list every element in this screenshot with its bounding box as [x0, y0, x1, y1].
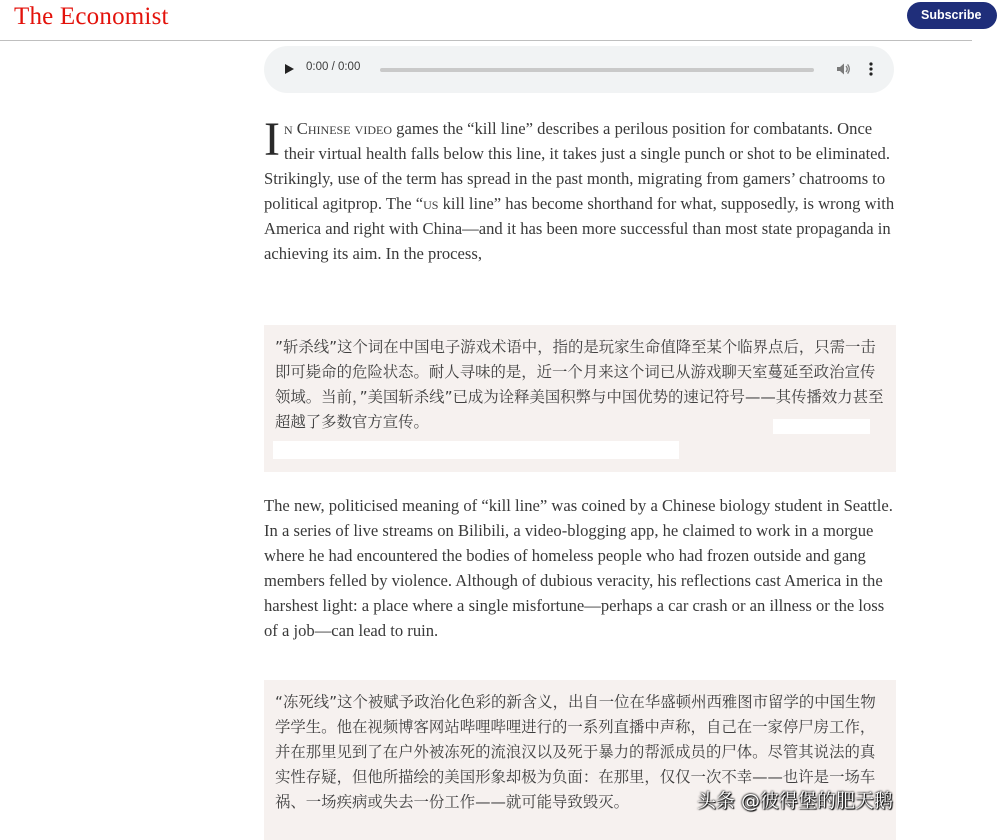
play-icon[interactable] — [282, 62, 296, 76]
volume-icon[interactable] — [835, 61, 851, 77]
chinese-translation-1 — [264, 325, 896, 472]
audio-progress-bar[interactable] — [380, 68, 814, 72]
us-smallcaps: us — [423, 194, 439, 213]
redaction-bar — [773, 419, 870, 434]
more-vert-icon[interactable] — [864, 61, 878, 77]
article-paragraph-1 — [264, 113, 896, 266]
audio-time: 0:00 / 0:00 — [306, 61, 361, 73]
chinese-translation-2 — [264, 680, 896, 840]
paragraph-1-text: games the “kill line” describes a perilous position for combatants. Once their virtual health falls below this line, it takes just a single punch or shot to be eliminated. Strikingly, use of the term has spread in the past month, migrating from gamers’ chatrooms to political agitprop. The “ — [264, 119, 890, 213]
chinese-translation-2-text: “冻死线”这个被赋予政治化色彩的新含义，出自一位在华盛顿州西雅图市留学的中国生物学学生。他在视频博客网站哔哩哔哩进行的一系列直播中声称，自己在一家停尸房工作，并在那里见到了在户外被冻死的流浪汉以及死于暴力的帮派成员的尸体。尽管其说法的真实性存疑，但他所描绘的美国形象却极为负面：在那里，仅仅一次不幸——也许是一场车祸、一场疾病或失去一份工作——就可能导致毁灭。 — [275, 693, 876, 811]
audio-player — [264, 46, 894, 93]
lead-smallcaps: n Chinese video — [283, 119, 393, 138]
drop-cap: I — [264, 113, 280, 166]
redaction-bar — [273, 441, 679, 459]
watermark: 头条 @彼得堡的肥天鹅 — [697, 790, 894, 812]
economist-logo[interactable]: The Economist — [14, 3, 169, 30]
chinese-translation-1-text: ”斩杀线”这个词在中国电子游戏术语中，指的是玩家生命值降至某个临界点后，只需一击即可毙命的危险状态。耐人寻味的是，近一个月来这个词已从游戏聊天室蔓延至政治宣传领域。当前，”美国斩杀线”已成为诠释美国积弊与中国优势的速记符号——其传播效力甚至超越了多数官方宣传。 — [275, 338, 884, 431]
article-paragraph-2: The new, politicised meaning of “kill line” was coined by a Chinese biology student in Seattle. In a series of live streams on Bilibili, a video-blogging app, he claimed to work in a morgue where he had encountered the bodies of homeless people who had frozen outside and gang members felled by violence. Although of dubious veracity, his reflections cast America in the harshest light: a place where a single misfortune—perhaps a car crash or an illness or the loss of a job—can lead to ruin. — [264, 496, 893, 640]
site-header — [0, 0, 982, 41]
paragraph-1-text-cont: kill line” has become shorthand for what, supposedly, is wrong with America and right with China—and it has been more successful than most state propaganda in achieving its aim. In the process, — [264, 194, 895, 263]
subscribe-button[interactable]: Subscribe — [907, 2, 997, 29]
